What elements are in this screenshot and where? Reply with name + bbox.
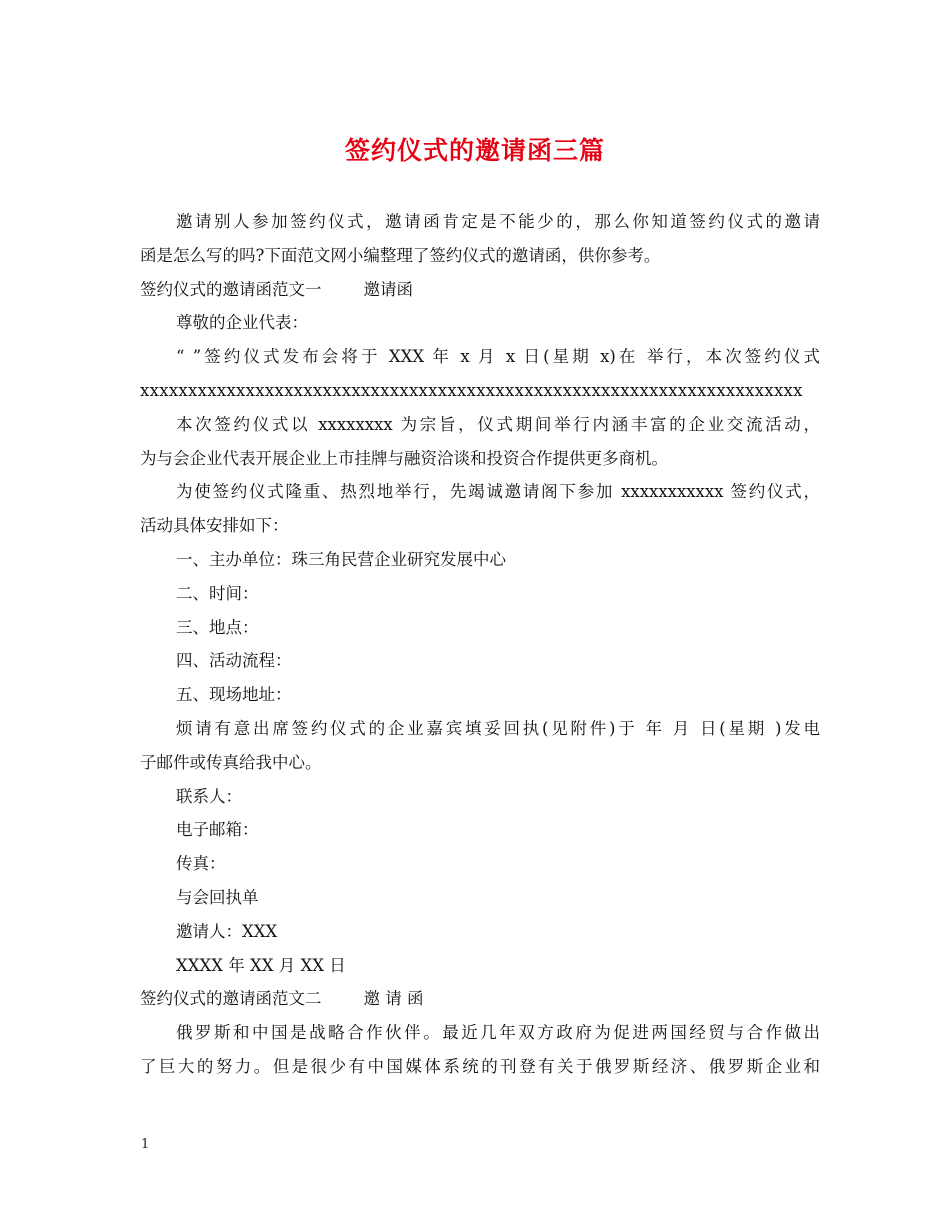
section2-p1-line2: 了巨大的努力。但是很少有中国媒体系统的刊登有关于俄罗斯经济、俄罗斯企业和 [140,1056,820,1076]
intro-line-1: 邀请别人参加签约仪式，邀请函肯定是不能少的，那么你知道签约仪式的邀请 [176,212,820,231]
section1-p3-line1: 为使签约仪式隆重、热烈地举行，先竭诚邀请阁下参加 xxxxxxxxxxx 签约仪式， [176,482,820,502]
contact-line: 联系人： [176,786,242,806]
section2-heading-left: 签约仪式的邀请函范文二 [140,989,322,1009]
section1-heading-right: 邀请函 [363,279,413,299]
contact-line: XXXX 年 XX 月 XX 日 [176,955,346,975]
section1-p1-line1: “ ”签约仪式发布会将于 XXX 年 x 月 x 日(星期 x)在 举行，本次签约仪式 [176,347,820,367]
section1-p4-line2: 子邮件或传真给我中心。 [140,752,322,772]
section1-p3-line2: 活动具体安排如下： [140,516,289,536]
list-item: 五、现场地址： [176,685,292,705]
section1-p2-line1: 本次签约仪式以 xxxxxxxx 为宗旨，仪式期间举行内涵丰富的企业交流活动， [176,414,820,434]
section1-heading-left: 签约仪式的邀请函范文一 [140,279,322,299]
contact-line: 传真： [176,854,226,874]
contact-line: 电子邮箱： [176,820,259,840]
section1-p1-line2: xxxxxxxxxxxxxxxxxxxxxxxxxxxxxxxxxxxxxxxxxxxxxxxxxxxxxxxxxxxxxxxxxxxxx [140,380,803,400]
contact-line: 邀请人：XXX [176,921,278,941]
section1-p2-line2: 为与会企业代表开展企业上市挂牌与融资洽谈和投资合作提供更多商机。 [140,448,668,468]
list-item: 一、主办单位：珠三角民营企业研究发展中心 [176,549,506,569]
contact-line: 与会回执单 [176,887,259,907]
section2-heading-right: 邀 请 函 [363,989,424,1009]
section1-p4-line1: 烦请有意出席签约仪式的企业嘉宾填妥回执(见附件)于 年 月 日(星期 )发电 [176,718,820,738]
section2-heading [140,982,820,1016]
section1-heading [140,273,820,307]
list-item: 二、时间： [176,583,259,603]
document-body [140,205,820,1084]
page-number: 1 [141,1137,150,1152]
salutation: 尊敬的企业代表： [176,313,308,333]
list-item: 三、地点： [176,617,259,637]
intro-line-2: 函是怎么写的吗?下面范文网小编整理了签约仪式的邀请函，供你参考。 [140,245,661,265]
list-item: 四、活动流程： [176,651,292,671]
document-title: 签约仪式的邀请函三篇 [344,136,605,165]
section2-p1-line1: 俄罗斯和中国是战略合作伙伴。最近几年双方政府为促进两国经贸与合作做出 [176,1023,820,1043]
